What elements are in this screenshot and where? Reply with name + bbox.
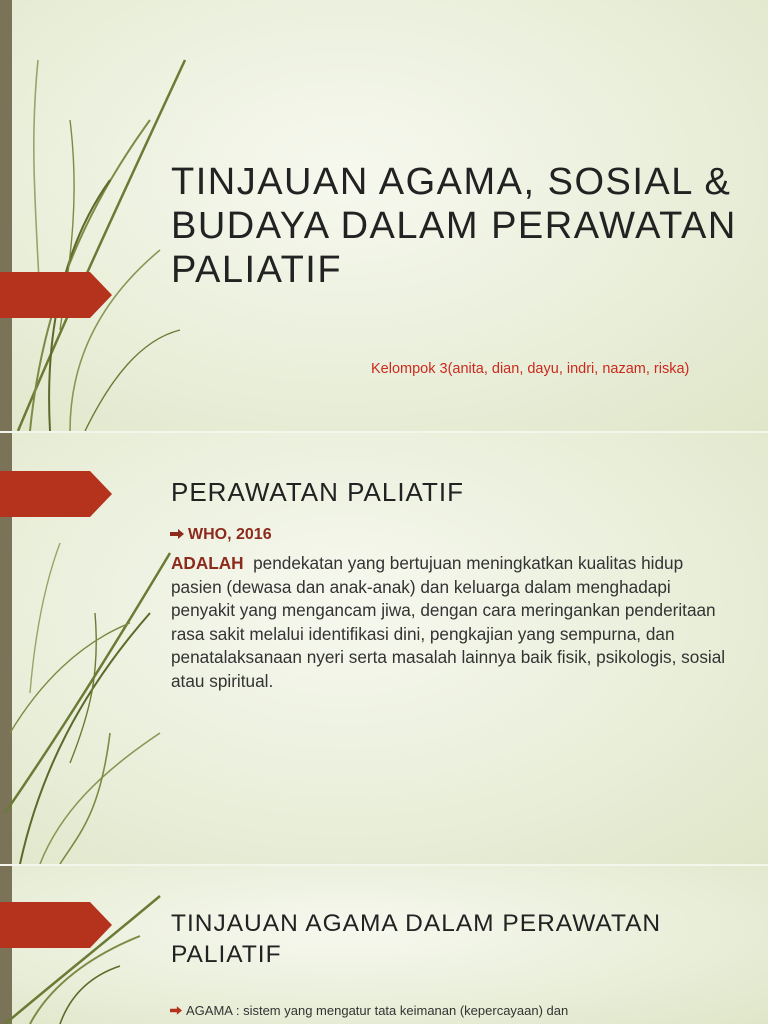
red-arrow-tab-icon [0,471,112,517]
slide-1 [0,0,768,431]
slide-2 [0,433,768,864]
red-arrow-tab-icon [0,902,112,948]
slide-subtitle: Kelompok 3(anita, dian, dayu, indri, nazam, riska) [371,361,690,377]
bullet-item [170,1003,568,1018]
grass-decoration [0,0,200,431]
definition-paragraph [171,552,731,694]
bullet-item [170,526,272,544]
definition-lead: ADALAH [171,553,244,573]
arrow-right-icon [170,529,184,539]
slide-3 [0,866,768,1024]
slide-title: TINJAUAN AGAMA DALAM PERAWATAN PALIATIF [171,910,662,968]
arrow-right-icon [170,1006,182,1015]
red-arrow-tab-icon [0,272,112,318]
slide-title: TINJAUAN AGAMA, SOSIAL & BUDAYA DALAM PERAWATAN PALIATIF [171,161,737,291]
slide-title: PERAWATAN PALIATIF [171,477,464,507]
definition-text: pendekatan yang bertujuan meningkatkan kualitas hidup pasien (dewasa dan anak-anak) dan keluarga dalam menghadapi penyakit yang mengancam jiwa, dengan cara meringankan penderitaan rasa sakit melalui identifikasi dini, pengkajian yang sempurna, dan penatalaksanaan nyeri serta masalah lainnya baik fisik, psikologis, sosial atau spiritual. [171,553,726,691]
bullet-label: AGAMA : sistem yang mengatur tata keimanan (kepercayaan) dan [186,1003,569,1018]
bullet-label: WHO, 2016 [188,526,272,543]
